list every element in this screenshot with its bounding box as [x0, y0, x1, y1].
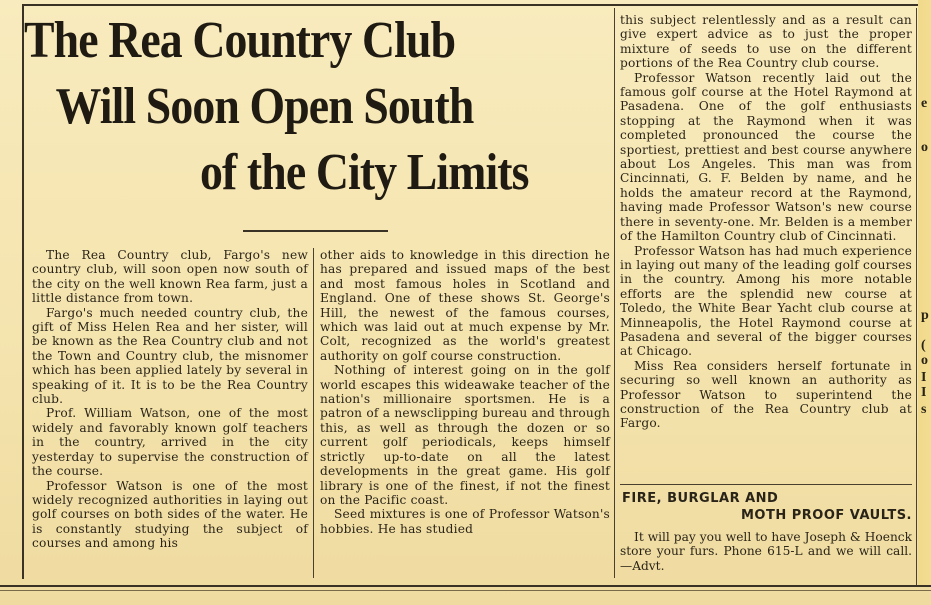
- headline-line-3: of the City Limits: [200, 144, 529, 201]
- margin-fragment: e: [921, 96, 928, 111]
- bottom-border-rule: [0, 585, 931, 587]
- margin-fragment: I: [921, 370, 927, 385]
- paragraph: The Rea Country club, Fargo's new country club, will soon open now south of the city on the well known Rea farm, just a little distance from town.: [32, 248, 308, 306]
- article-column-2: [320, 248, 610, 536]
- headline-line-2: Will Soon Open South: [55, 78, 474, 135]
- paragraph: Nothing of interest going on in the golf world escapes this wideawake teacher of the nation's millionaire sportsmen. He is a patron of a newsclipping bureau and through this, as well as through the dozen or so current golf periodicals, keeps himself strictly up-to-date on all the latest developments in the great game. His golf library is one of the finest, if not the finest on the Pacific coast.: [320, 363, 610, 507]
- margin-fragment: o: [921, 353, 928, 368]
- article-column-1: [32, 248, 308, 551]
- margin-fragment: o: [921, 140, 928, 155]
- margin-fragment: (: [921, 338, 926, 353]
- top-border-rule: [22, 4, 929, 6]
- paragraph: Professor Watson recently laid out the famous golf course at the Hotel Raymond at Pasadena. One of the golf enthusiasts stopping at the Raymond when it was completed pronounced the course the sportiest, prettiest and best course anywhere about Los Angeles. This man was from Cincinnati, G. F. Belden by name, and he holds the amateur record at the Raymond, having made Professor Watson's new course there in seventy-one. Mr. Belden is a member of the Hamilton Country club of Cincinnati.: [620, 70, 912, 244]
- advert-text: It will pay you well to have Joseph & Hoenck store your furs. Phone 615-L and we will call.—Advt.: [620, 530, 912, 573]
- article-column-3: [620, 13, 912, 431]
- margin-fragment: s: [921, 402, 927, 417]
- paragraph: Seed mixtures is one of Professor Watson's hobbies. He has studied: [320, 507, 610, 536]
- article-headline: [24, 8, 541, 206]
- adjacent-column-edge: [918, 0, 931, 585]
- paragraph: Prof. William Watson, one of the most widely and favorably known golf teachers in the country, arrived in the city yesterday to supervise the construction of the course.: [32, 406, 308, 479]
- paragraph: Professor Watson is one of the most widely recognized authorities in laying out golf courses on both sides of the water. He is constantly studying the subject of courses and among his: [32, 478, 308, 551]
- bottom-border-rule-thin: [0, 590, 931, 591]
- advert-heading-1: FIRE, BURGLAR AND: [622, 491, 779, 506]
- margin-fragment: I: [921, 385, 927, 400]
- paragraph: Miss Rea considers herself fortunate in securing so well known an authority as Professor Watson to superintend the construction of the Rea Country club at Fargo.: [620, 358, 912, 431]
- column-divider-2: [614, 8, 615, 578]
- advert-heading-2: MOTH PROOF VAULTS.: [740, 508, 912, 523]
- column-divider-3: [916, 8, 917, 585]
- advert-rule: [620, 484, 912, 485]
- headline-line-1: The Rea Country Club: [24, 12, 456, 69]
- column-divider-1: [313, 248, 314, 578]
- paragraph: this subject relentlessly and as a result can give expert advice as to just the proper mixture of seeds to use on the different portions of the Rea Country club course.: [620, 13, 912, 71]
- advert-body: [620, 530, 912, 573]
- margin-fragment: p: [921, 308, 929, 323]
- paragraph: other aids to knowledge in this direction he has prepared and issued maps of the best and most famous holes in Scotland and England. One of these shows St. George's Hill, the newest of the famous courses, which was laid out at much expense by Mr. Colt, recognized as the world's greatest authority on golf course construction.: [320, 248, 610, 363]
- paragraph: Fargo's much needed country club, the gift of Miss Helen Rea and her sister, will be known as the Rea Country club and not the Town and Country club, the misnomer which has been applied lately by several in speaking of it. It is to be the Rea Country club.: [32, 305, 308, 407]
- paragraph: Professor Watson has had much experience in laying out many of the leading golf courses in the country. Among his more notable efforts are the splendid new course at Toledo, the White Bear Yacht club course at Minneapolis, the Hotel Raymond course at Pasadena and several of the bigger courses at Chicago.: [620, 243, 912, 359]
- headline-rule: [243, 230, 388, 232]
